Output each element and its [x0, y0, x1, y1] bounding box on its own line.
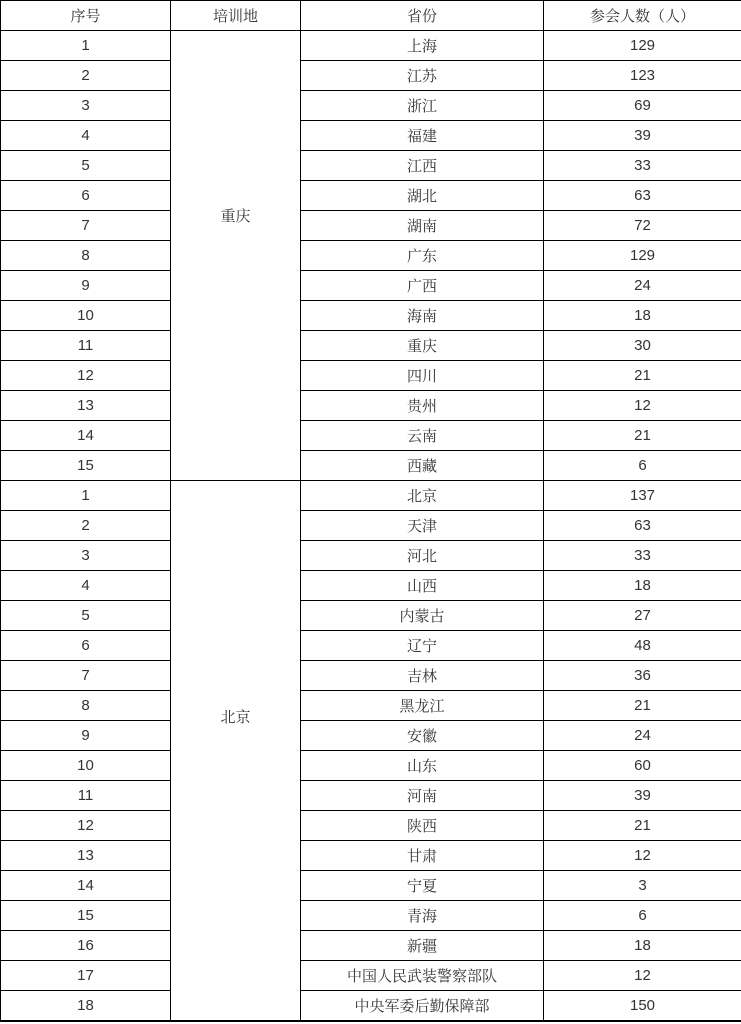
count-cell: 72 — [544, 211, 741, 241]
province-cell: 四川 — [301, 361, 544, 391]
table-row — [1, 931, 741, 961]
province-cell: 贵州 — [301, 391, 544, 421]
header-row — [1, 1, 741, 31]
serial-cell: 4 — [1, 121, 171, 151]
count-cell: 21 — [544, 691, 741, 721]
province-cell: 浙江 — [301, 91, 544, 121]
count-cell: 18 — [544, 571, 741, 601]
serial-cell: 7 — [1, 211, 171, 241]
count-cell: 36 — [544, 661, 741, 691]
count-cell: 21 — [544, 421, 741, 451]
count-cell: 12 — [544, 841, 741, 871]
table-row — [1, 511, 741, 541]
serial-cell: 11 — [1, 781, 171, 811]
table-row — [1, 571, 741, 601]
province-cell: 上海 — [301, 31, 544, 61]
province-cell: 新疆 — [301, 931, 544, 961]
province-cell: 宁夏 — [301, 871, 544, 901]
province-cell: 河南 — [301, 781, 544, 811]
count-cell: 123 — [544, 61, 741, 91]
province-cell: 江苏 — [301, 61, 544, 91]
table-row — [1, 361, 741, 391]
count-cell: 21 — [544, 811, 741, 841]
serial-cell: 9 — [1, 271, 171, 301]
table-row — [1, 961, 741, 991]
col-header-serial: 序号 — [1, 1, 171, 31]
province-cell: 山西 — [301, 571, 544, 601]
table-row — [1, 91, 741, 121]
col-header-count: 参会人数（人） — [544, 1, 741, 31]
province-cell: 海南 — [301, 301, 544, 331]
serial-cell: 10 — [1, 301, 171, 331]
province-cell: 福建 — [301, 121, 544, 151]
province-cell: 广西 — [301, 271, 544, 301]
province-cell: 青海 — [301, 901, 544, 931]
count-cell: 63 — [544, 181, 741, 211]
count-cell: 137 — [544, 481, 741, 511]
table-row — [1, 991, 741, 1022]
count-cell: 6 — [544, 901, 741, 931]
serial-cell: 12 — [1, 811, 171, 841]
serial-cell: 1 — [1, 481, 171, 511]
serial-cell: 14 — [1, 871, 171, 901]
serial-cell: 6 — [1, 181, 171, 211]
serial-cell: 14 — [1, 421, 171, 451]
table-row — [1, 331, 741, 361]
table-row — [1, 691, 741, 721]
count-cell: 69 — [544, 91, 741, 121]
table-row — [1, 601, 741, 631]
table-row — [1, 871, 741, 901]
count-cell: 12 — [544, 391, 741, 421]
serial-cell: 2 — [1, 61, 171, 91]
province-cell: 吉林 — [301, 661, 544, 691]
table-row — [1, 181, 741, 211]
table-row — [1, 301, 741, 331]
serial-cell: 13 — [1, 841, 171, 871]
serial-cell: 2 — [1, 511, 171, 541]
province-cell: 山东 — [301, 751, 544, 781]
count-cell: 129 — [544, 31, 741, 61]
count-cell: 48 — [544, 631, 741, 661]
table-row — [1, 901, 741, 931]
serial-cell: 12 — [1, 361, 171, 391]
table-row — [1, 271, 741, 301]
serial-cell: 8 — [1, 241, 171, 271]
serial-cell: 3 — [1, 91, 171, 121]
count-cell: 39 — [544, 781, 741, 811]
count-cell: 63 — [544, 511, 741, 541]
table-row — [1, 661, 741, 691]
serial-cell: 18 — [1, 991, 171, 1022]
count-cell: 30 — [544, 331, 741, 361]
serial-cell: 8 — [1, 691, 171, 721]
location-cell — [171, 481, 301, 1022]
serial-cell: 6 — [1, 631, 171, 661]
count-cell: 18 — [544, 931, 741, 961]
count-cell: 24 — [544, 721, 741, 751]
table-row — [1, 631, 741, 661]
serial-cell: 16 — [1, 931, 171, 961]
province-cell: 甘肃 — [301, 841, 544, 871]
count-cell: 24 — [544, 271, 741, 301]
province-cell: 陕西 — [301, 811, 544, 841]
province-cell: 内蒙古 — [301, 601, 544, 631]
province-cell: 辽宁 — [301, 631, 544, 661]
serial-cell: 4 — [1, 571, 171, 601]
count-cell: 60 — [544, 751, 741, 781]
col-header-location: 培训地 — [171, 1, 301, 31]
province-cell: 天津 — [301, 511, 544, 541]
serial-cell: 5 — [1, 151, 171, 181]
table-row — [1, 541, 741, 571]
serial-cell: 5 — [1, 601, 171, 631]
province-cell: 江西 — [301, 151, 544, 181]
location-cell — [171, 31, 301, 481]
province-cell: 云南 — [301, 421, 544, 451]
table-row — [1, 451, 741, 481]
count-cell: 21 — [544, 361, 741, 391]
count-cell: 6 — [544, 451, 741, 481]
count-cell: 150 — [544, 991, 741, 1022]
serial-cell: 7 — [1, 661, 171, 691]
province-cell: 西藏 — [301, 451, 544, 481]
province-cell: 北京 — [301, 481, 544, 511]
count-cell: 12 — [544, 961, 741, 991]
count-cell: 129 — [544, 241, 741, 271]
table-row — [1, 751, 741, 781]
province-cell: 重庆 — [301, 331, 544, 361]
table-row — [1, 61, 741, 91]
serial-cell: 15 — [1, 451, 171, 481]
province-cell: 湖北 — [301, 181, 544, 211]
count-cell: 33 — [544, 151, 741, 181]
serial-cell: 17 — [1, 961, 171, 991]
serial-cell: 15 — [1, 901, 171, 931]
province-cell: 安徽 — [301, 721, 544, 751]
province-cell: 湖南 — [301, 211, 544, 241]
table-row — [1, 781, 741, 811]
province-cell: 中央军委后勤保障部 — [301, 991, 544, 1022]
province-cell: 河北 — [301, 541, 544, 571]
table-row — [1, 121, 741, 151]
serial-cell: 1 — [1, 31, 171, 61]
table-row — [1, 211, 741, 241]
count-cell: 3 — [544, 871, 741, 901]
col-header-province: 省份 — [301, 1, 544, 31]
province-cell: 广东 — [301, 241, 544, 271]
table-row — [1, 241, 741, 271]
table-row — [1, 391, 741, 421]
serial-cell: 10 — [1, 751, 171, 781]
location-label: 重庆 — [220, 208, 251, 225]
location-label: 北京 — [220, 709, 251, 726]
table-row — [1, 721, 741, 751]
table-row — [1, 811, 741, 841]
table-row — [1, 841, 741, 871]
table-row — [1, 421, 741, 451]
serial-cell: 11 — [1, 331, 171, 361]
province-cell: 中国人民武装警察部队 — [301, 961, 544, 991]
serial-cell: 9 — [1, 721, 171, 751]
count-cell: 27 — [544, 601, 741, 631]
province-cell: 黑龙江 — [301, 691, 544, 721]
serial-cell: 13 — [1, 391, 171, 421]
table-row — [1, 481, 741, 511]
count-cell: 18 — [544, 301, 741, 331]
serial-cell: 3 — [1, 541, 171, 571]
table-row — [1, 151, 741, 181]
table-row — [1, 31, 741, 61]
count-cell: 33 — [544, 541, 741, 571]
count-cell: 39 — [544, 121, 741, 151]
